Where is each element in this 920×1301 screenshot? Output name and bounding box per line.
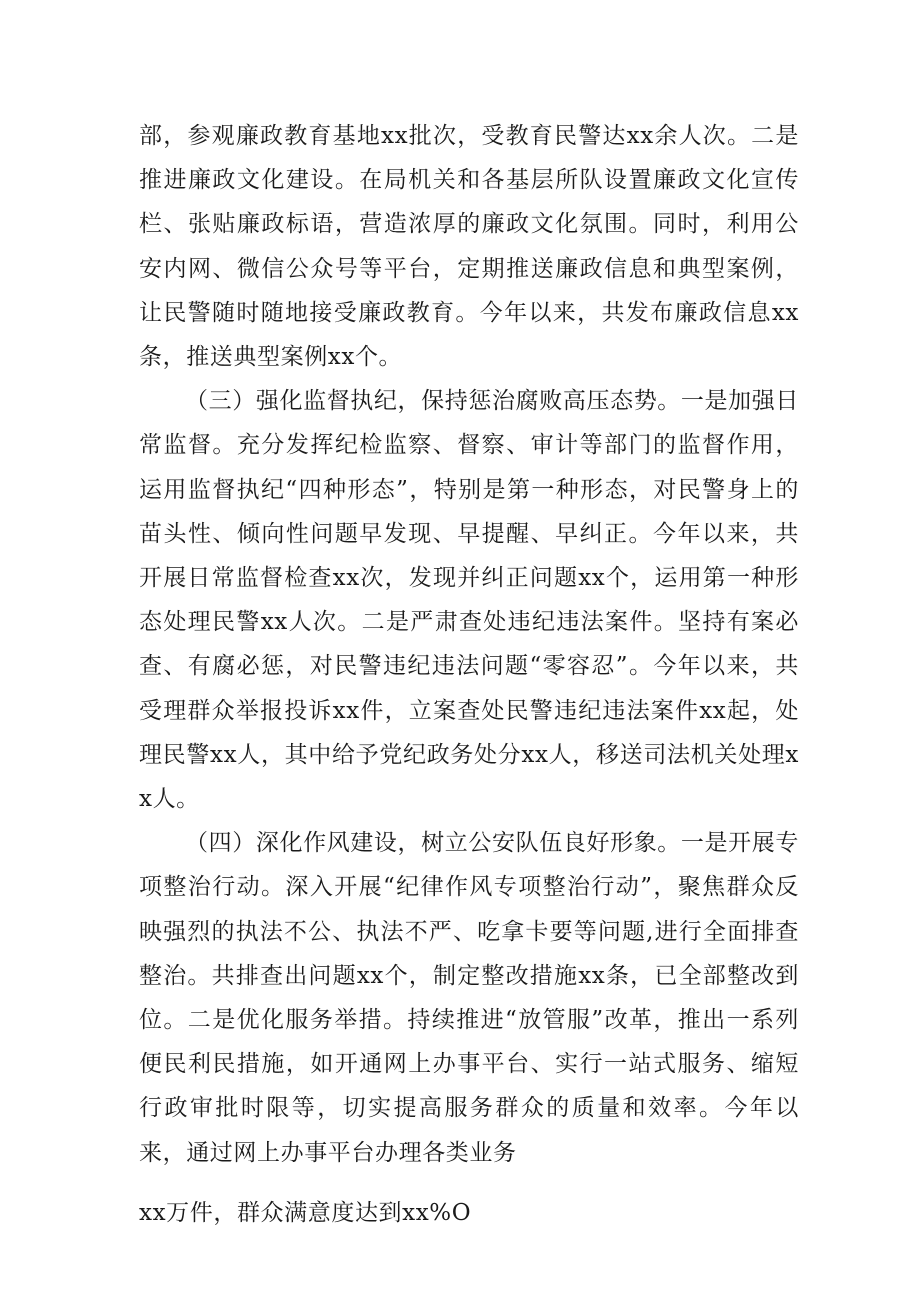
- paragraph-work-style: （四）深化作风建设，树立公安队伍良好形象。一是开展专项整治行动。深入开展“纪律作风专项整治行动”，聚焦群众反映强烈的执法不公、执法不严、吃拿卡要等问题,进行全面排查整治。共排查出问题xx个，制定整改措施xx条，已全部整改到位。二是优化服务举措。持续推进“放管服”改革，推出一系列便民利民措施，如开通网上办事平台、实行一站式服务、缩短行政审批时限等，切实提高服务群众的质量和效率。今年以来，通过网上办事平台办理各类业务: [139, 830, 799, 1166]
- document-body: [139, 114, 799, 1235]
- paragraph-clean-culture: 部，参观廉政教育基地xx批次，受教育民警达xx余人次。二是推进廉政文化建设。在局机关和各基层所队设置廉政文化宣传栏、张贴廉政标语，营造浓厚的廉政文化氛围。同时，利用公安内网、微信公众号等平台，定期推送廉政信息和典型案例，让民警随时随地接受廉政教育。今年以来，共发布廉政信息xx条，推送典型案例xx个。: [139, 123, 799, 371]
- paragraph-supervision: （三）强化监督执纪，保持惩治腐败高压态势。一是加强日常监督。充分发挥纪检监察、督察、审计等部门的监督作用，运用监督执纪“四种形态”，特别是第一种形态，对民警身上的苗头性、倾向性问题早发现、早提醒、早纠正。今年以来，共开展日常监督检查xx次，发现并纠正问题xx个，运用第一种形态处理民警xx人次。二是严肃查处违纪违法案件。坚持有案必查、有腐必惩，对民警违纪违法问题“零容忍”。今年以来，共受理群众举报投诉xx件，立案查处民警违纪违法案件xx起，处理民警xx人，其中给予党纪政务处分xx人，移送司法机关处理xx人。: [139, 388, 799, 813]
- paragraph-tail-line: xx万件，群众满意度达到xx%O: [139, 1199, 472, 1226]
